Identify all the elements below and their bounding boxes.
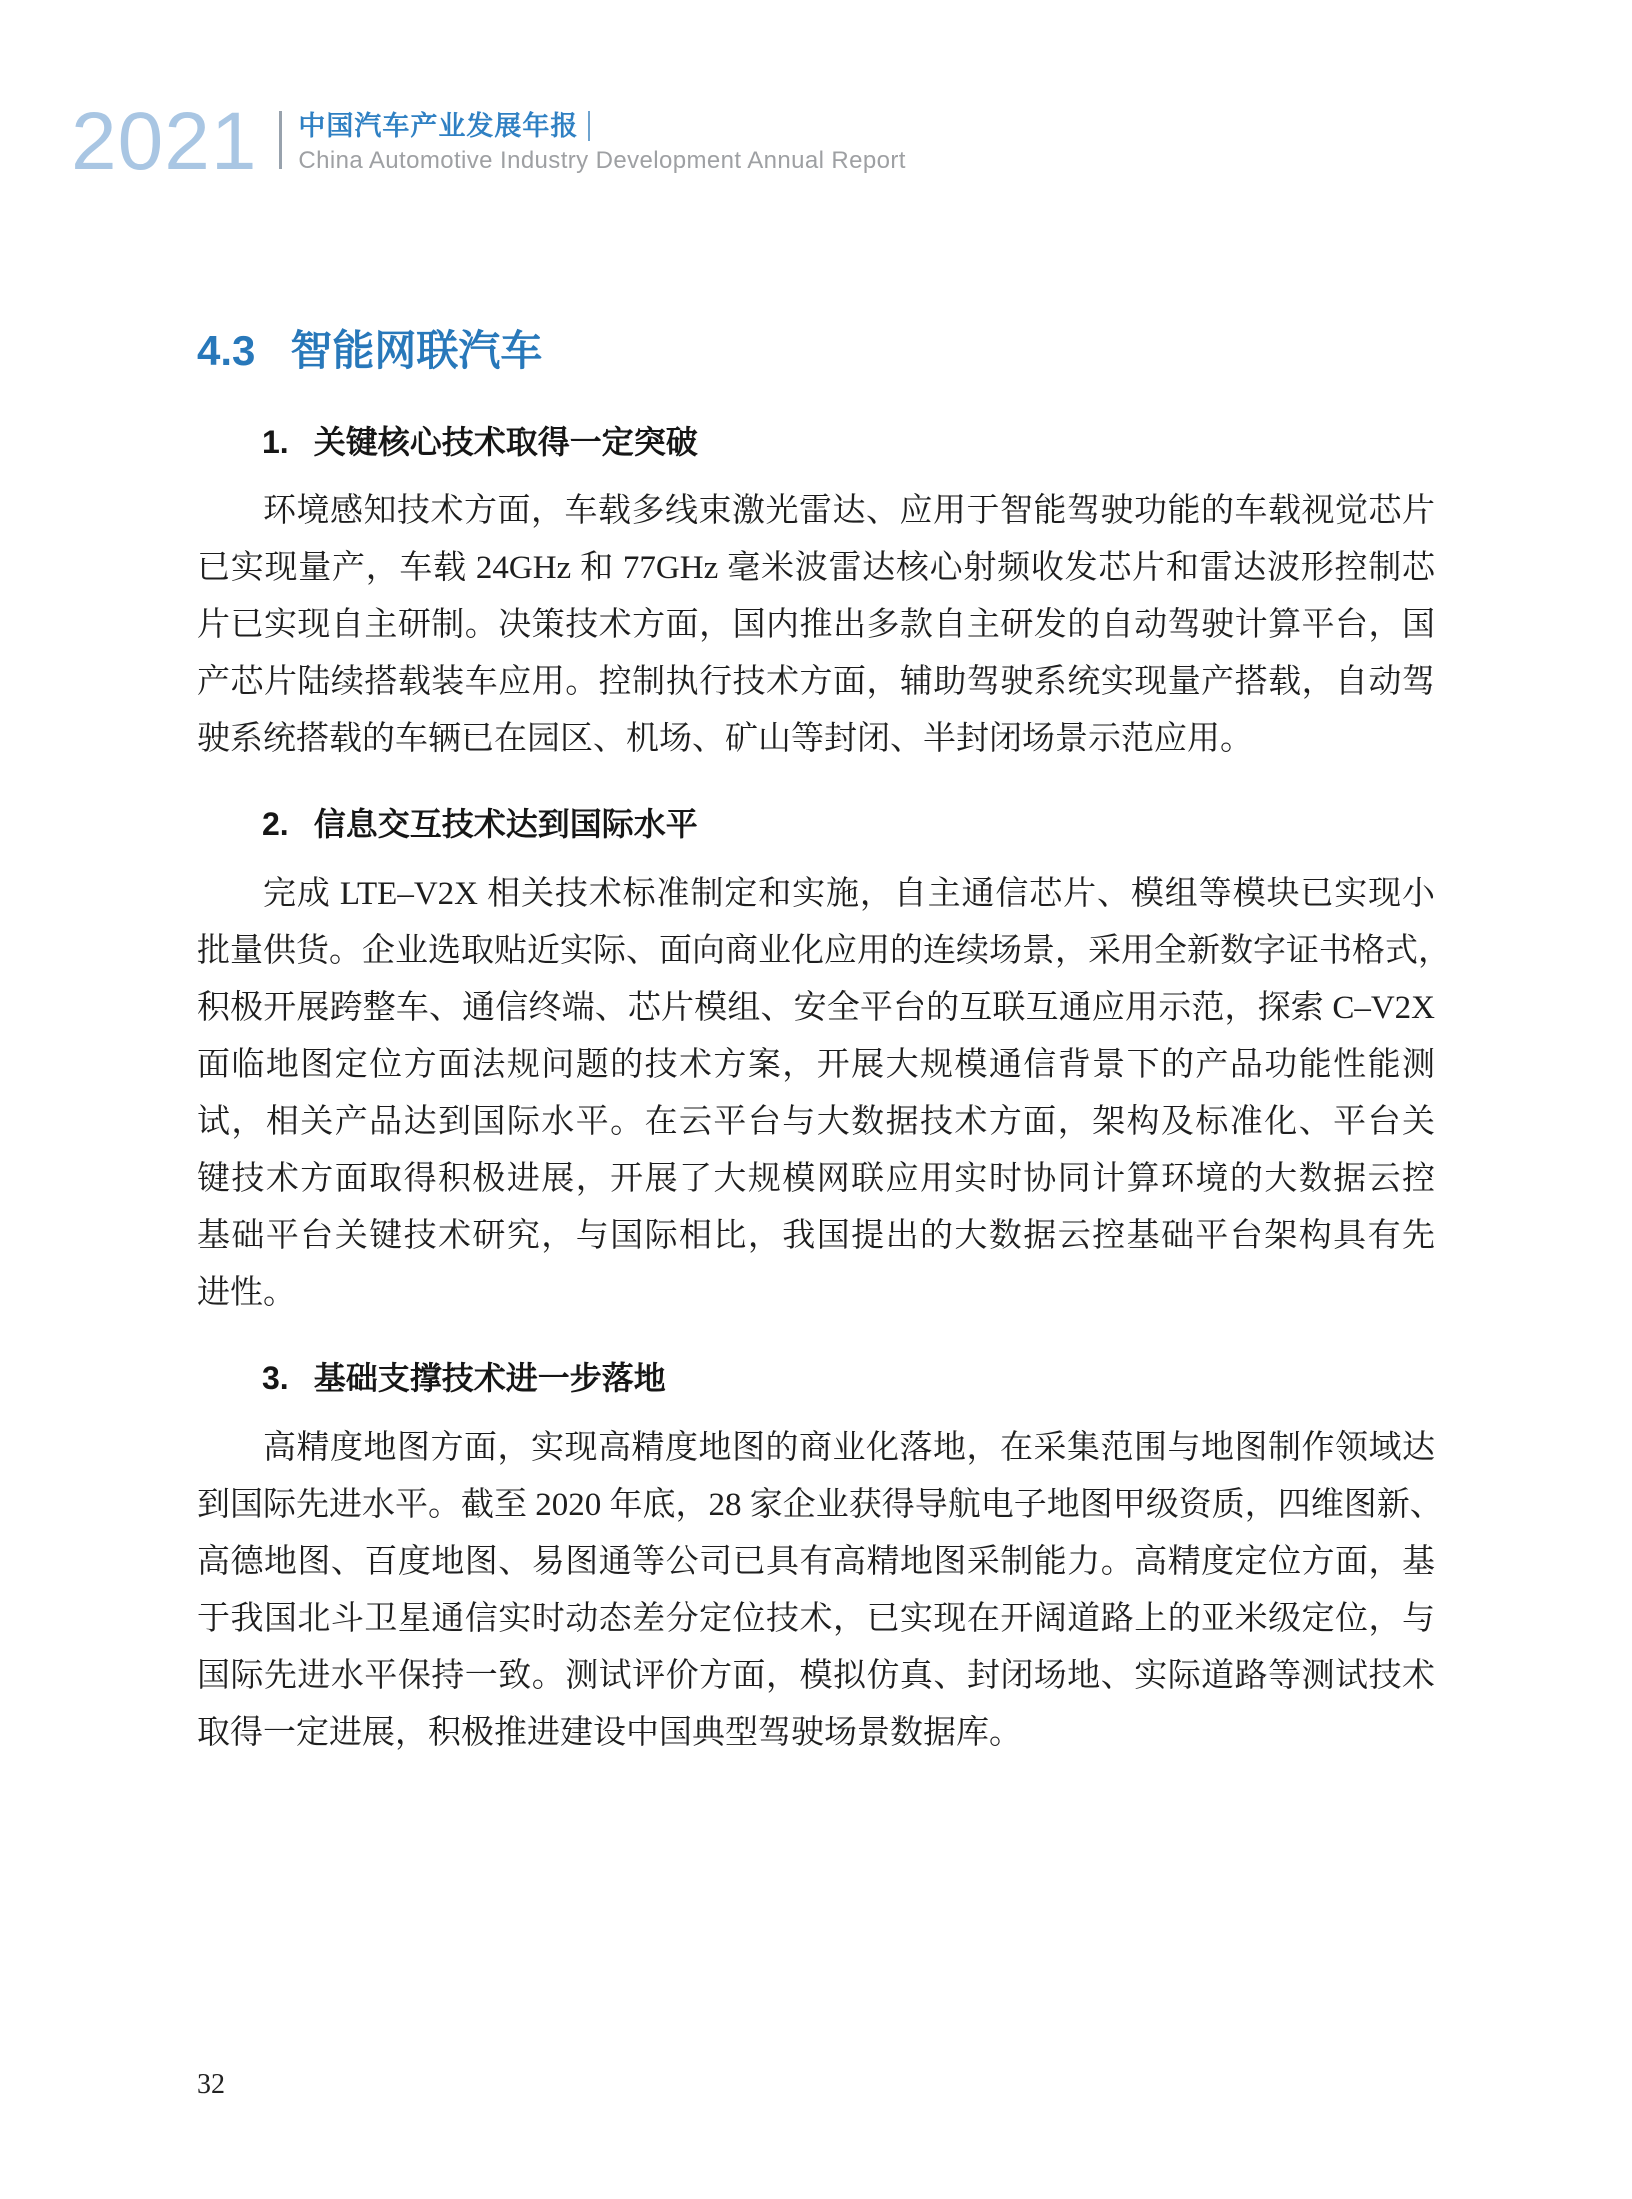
- subsection-title-3: 基础支撑技术进一步落地: [313, 1360, 666, 1396]
- subsection-number-1: 1.: [262, 424, 289, 460]
- subsection-heading-2: [262, 804, 1435, 844]
- text-line: 取得一定进展，积极推进建设中国典型驾驶场景数据库。: [197, 1715, 1022, 1751]
- paragraph-2: [197, 866, 1451, 1322]
- subsection-title-1: 关键核心技术取得一定突破: [313, 424, 698, 460]
- report-year: 2021: [71, 96, 258, 187]
- report-header: [71, 96, 906, 187]
- text-line: 驶系统搭载的车辆已在园区、机场、矿山等封闭、半封闭场景示范应用。: [197, 721, 1253, 757]
- text-line: 进性。: [197, 1275, 296, 1311]
- page-number: 32: [197, 2069, 225, 2100]
- section-title: [197, 327, 1435, 375]
- text-line: 高精度地图方面，实现高精度地图的商业化落地，在采集范围与地图制作领域达: [263, 1430, 1435, 1466]
- text-line: 面临地图定位方面法规问题的技术方案，开展大规模通信背景下的产品功能性能测: [197, 1047, 1435, 1083]
- title-end-bar: [588, 111, 590, 141]
- subsection-heading-3: [262, 1358, 1435, 1398]
- text-line: 国际先进水平保持一致。测试评价方面，模拟仿真、封闭场地、实际道路等测试技术: [197, 1658, 1435, 1694]
- text-line: 键技术方面取得积极进展，开展了大规模网联应用实时协同计算环境的大数据云控: [197, 1161, 1435, 1197]
- paragraph-3: [197, 1420, 1443, 1762]
- report-title-cn: 中国汽车产业发展年报: [298, 111, 579, 141]
- subsection-number-2: 2.: [262, 806, 289, 842]
- subsection-title-2: 信息交互技术达到国际水平: [313, 806, 698, 842]
- section-content: [197, 327, 1451, 1762]
- text-line: 完成 LTE–V2X 相关技术标准制定和实施，自主通信芯片、模组等模块已实现小: [263, 876, 1435, 912]
- report-title-en: China Automotive Industry Development Annual Report: [298, 147, 906, 174]
- text-line: 试，相关产品达到国际水平。在云平台与大数据技术方面，架构及标准化、平台关: [197, 1104, 1435, 1140]
- text-line: 于我国北斗卫星通信实时动态差分定位技术，已实现在开阔道路上的亚米级定位，与: [197, 1601, 1435, 1637]
- header-divider: [279, 111, 282, 169]
- text-line: 环境感知技术方面，车载多线束激光雷达、应用于智能驾驶功能的车载视觉芯片: [263, 493, 1435, 529]
- section-number: 4.3: [197, 327, 256, 374]
- report-titles: [298, 105, 905, 174]
- report-title-cn-row: [298, 111, 905, 141]
- subsection-heading-1: [262, 422, 1435, 462]
- text-line: 片已实现自主研制。决策技术方面，国内推出多款自主研发的自动驾驶计算平台，国: [197, 607, 1435, 643]
- text-line: 产芯片陆续搭载装车应用。控制执行技术方面，辅助驾驶系统实现量产搭载，自动驾: [197, 664, 1435, 700]
- paragraph-1: [197, 483, 1435, 768]
- text-line: 到国际先进水平。截至 2020 年底，28 家企业获得导航电子地图甲级资质，四维图新、: [197, 1487, 1443, 1523]
- text-line: 批量供货。企业选取贴近实际、面向商业化应用的连续场景，采用全新数字证书格式，: [197, 933, 1451, 969]
- text-line: 高德地图、百度地图、易图通等公司已具有高精地图采制能力。高精度定位方面，基: [197, 1544, 1435, 1580]
- text-line: 基础平台关键技术研究，与国际相比，我国提出的大数据云控基础平台架构具有先: [197, 1218, 1435, 1254]
- subsection-number-3: 3.: [262, 1360, 289, 1396]
- text-line: 积极开展跨整车、通信终端、芯片模组、安全平台的互联互通应用示范，探索 C–V2X: [197, 990, 1435, 1026]
- section-title-text: 智能网联汽车: [290, 327, 543, 374]
- text-line: 已实现量产，车载 24GHz 和 77GHz 毫米波雷达核心射频收发芯片和雷达波形控制芯: [197, 550, 1435, 586]
